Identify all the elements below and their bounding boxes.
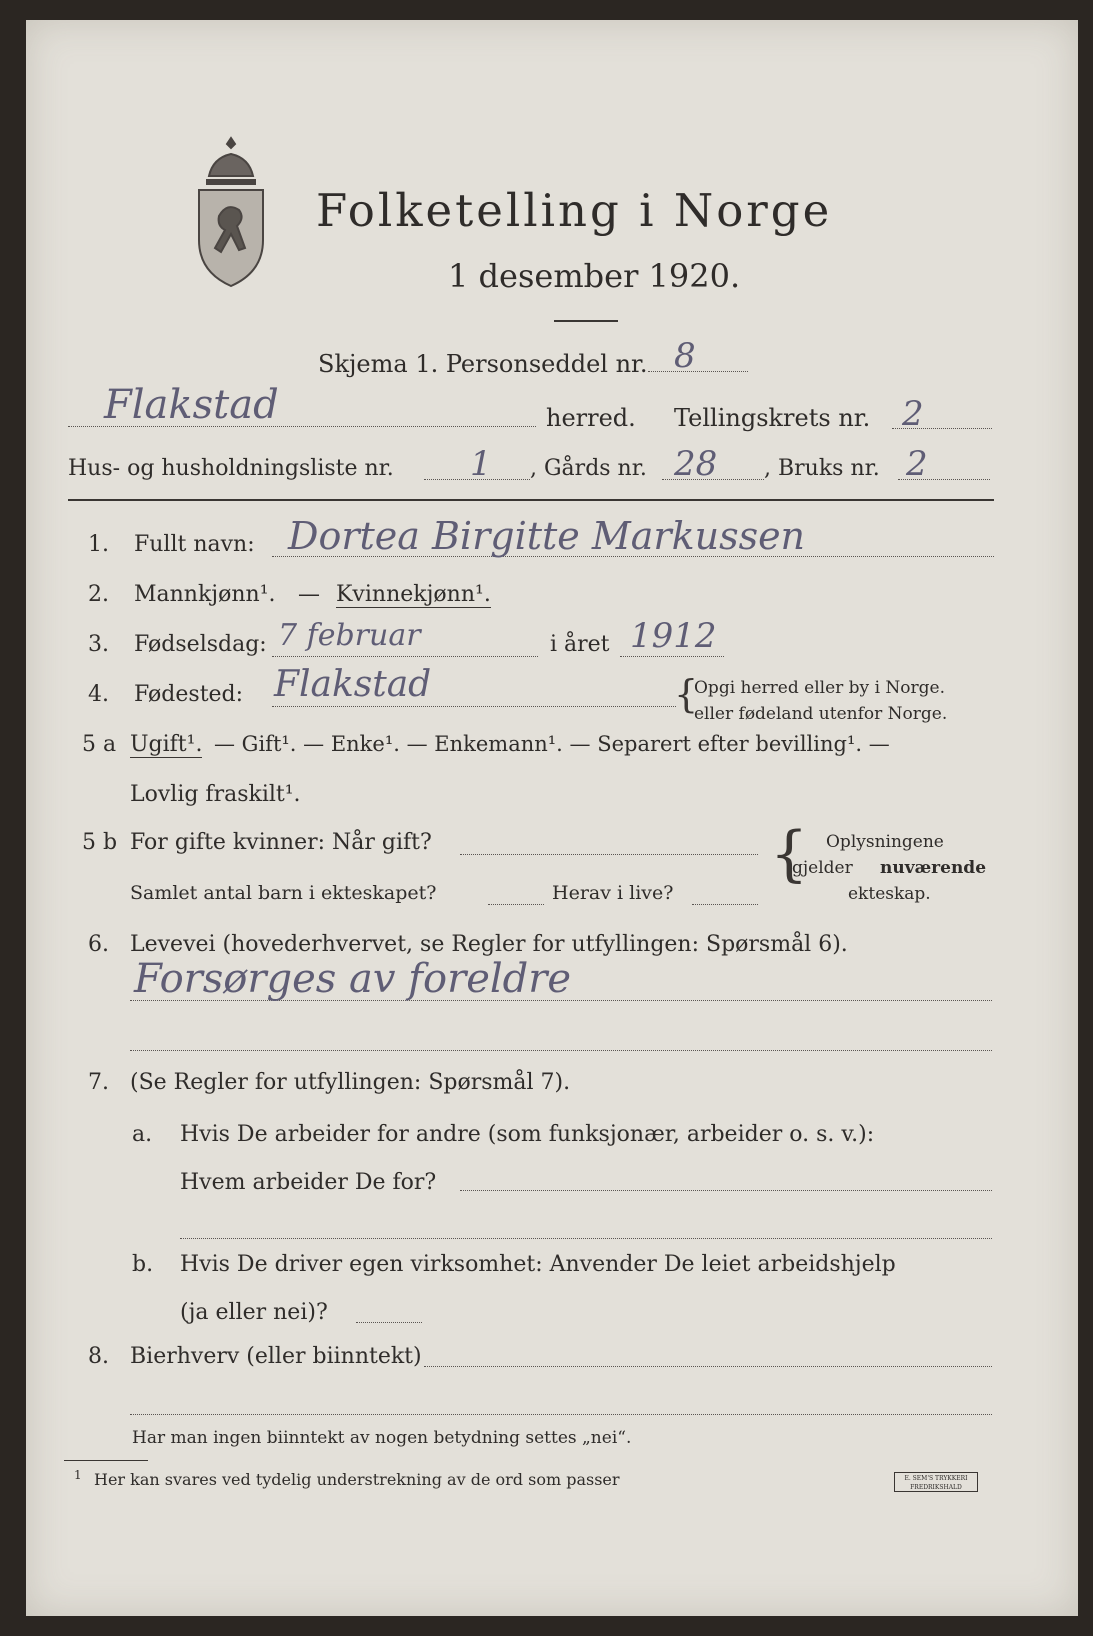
herred-value[interactable]: Flakstad (104, 382, 279, 428)
q1-label: Fullt navn: (134, 532, 255, 557)
printer-stamp (894, 1472, 978, 1492)
q7b-question: (ja eller nei)? (180, 1300, 328, 1325)
q7-label: (Se Regler for utfyllingen: Spørsmål 7). (130, 1070, 571, 1095)
q7a-question: Hvem arbeider De for? (180, 1170, 437, 1195)
q5b-label1: For gifte kvinner: Når gift? (130, 830, 432, 855)
tellingskrets-label: Tellingskrets nr. (674, 404, 871, 432)
bruks-value[interactable]: 2 (906, 444, 928, 484)
mannkjonn-option[interactable]: Mannkjønn¹. (134, 582, 276, 607)
full-name-value[interactable]: Dortea Birgitte Markussen (288, 514, 806, 558)
hus-label: Hus- og husholdningsliste nr. (68, 456, 394, 481)
q4-number: 4. (88, 682, 109, 707)
hus-value[interactable]: 1 (470, 444, 492, 484)
gards-value[interactable]: 28 (674, 444, 718, 484)
printer-stamp-text: E. SEM'S TRYKKERI FREDRIKSHALD (904, 1475, 968, 1491)
personseddel-number[interactable]: 8 (674, 336, 696, 376)
gards-label: , Gårds nr. (530, 456, 647, 481)
q5b-number: 5 b (82, 830, 118, 855)
q3-label: Fødselsdag: (134, 632, 267, 657)
q7a-letter: a. (132, 1122, 153, 1147)
q5a-number: 5 a (82, 732, 117, 757)
header-separator (68, 499, 994, 501)
q4-brace: { (674, 672, 699, 716)
q2-dash: — (298, 582, 320, 607)
q8-label: Bierhverv (eller biinntekt) (130, 1344, 422, 1369)
q6-label: Levevei (hovederhvervet, se Regler for utfyllingen: Spørsmål 6). (130, 932, 848, 957)
lovlig-fraskilt-option[interactable]: Lovlig fraskilt¹. (130, 782, 301, 807)
bruks-label: , Bruks nr. (764, 456, 880, 481)
q7b-text: Hvis De driver egen virksomhet: Anvender De leiet arbeidshjelp (180, 1252, 896, 1277)
q4-note-line1: Opgi herred eller by i Norge. (694, 678, 945, 698)
birthplace-value[interactable]: Flakstad (274, 664, 432, 705)
tellingskrets-value[interactable]: 2 (902, 394, 924, 434)
q5b-note2: gjelder (792, 858, 853, 878)
birthday-value[interactable]: 7 februar (278, 618, 421, 653)
marital-options[interactable]: — Gift¹. — Enke¹. — Enkemann¹. — Separert efter bevilling¹. — (214, 732, 890, 756)
q5b-note1: Oplysningene (826, 832, 944, 852)
title-divider (554, 320, 618, 322)
q5b-label2: Samlet antal barn i ekteskapet? (130, 882, 437, 904)
biinntekt-note: Har man ingen biinntekt av nogen betydning settes „nei“. (132, 1428, 632, 1448)
q6-number: 6. (88, 932, 109, 957)
footnote-text: Her kan svares ved tydelig understrekning av de ord som passer (94, 1470, 620, 1489)
herred-label: herred. (546, 404, 636, 432)
footnote-mark: 1 (74, 1468, 82, 1482)
census-date: 1 desember 1920. (448, 257, 741, 295)
q3-year-label: i året (550, 632, 610, 657)
q8-number: 8. (88, 1344, 109, 1369)
q5b-note2b: nuværende (880, 858, 987, 878)
q2-number: 2. (88, 582, 109, 607)
q5b-label3: Herav i live? (552, 882, 674, 904)
footnote-divider (64, 1460, 148, 1461)
ugift-option-underlined[interactable]: Ugift¹. (130, 732, 203, 757)
q7-number: 7. (88, 1070, 109, 1095)
q7b-letter: b. (132, 1252, 154, 1277)
q5b-brace: { (770, 819, 809, 889)
q4-label: Fødested: (134, 682, 244, 707)
q4-note-line2: eller fødeland utenfor Norge. (694, 704, 948, 724)
q1-number: 1. (88, 532, 109, 557)
q3-number: 3. (88, 632, 109, 657)
q5b-note3: ekteskap. (848, 884, 931, 904)
occupation-value[interactable]: Forsørges av foreldre (134, 956, 572, 1002)
form-title: Folketelling i Norge (316, 184, 833, 237)
coat-of-arms-icon (189, 136, 273, 288)
birth-year-value[interactable]: 1912 (630, 616, 717, 656)
schema-label: Skjema 1. Personseddel nr. (318, 350, 648, 378)
kvinnekjonn-option-underlined[interactable]: Kvinnekjønn¹. (336, 582, 491, 607)
q7a-text: Hvis De arbeider for andre (som funksjonær, arbeider o. s. v.): (180, 1122, 875, 1147)
census-form (26, 20, 1078, 1616)
